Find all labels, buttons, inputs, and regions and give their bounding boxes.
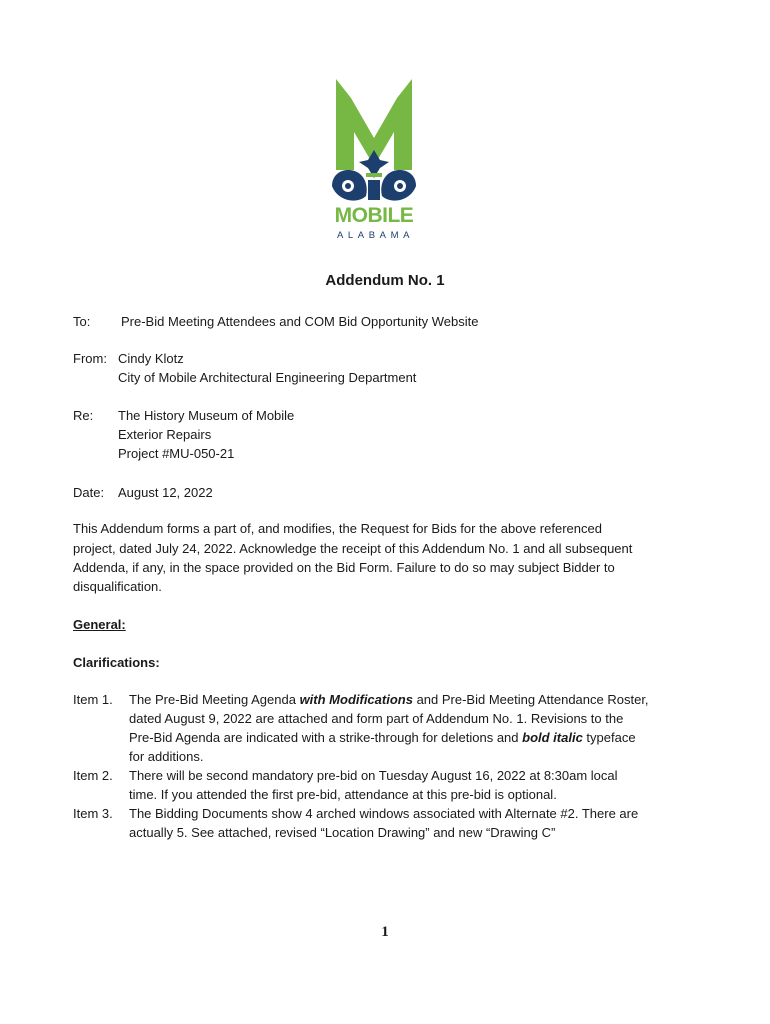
re-label: Re:: [73, 408, 94, 423]
logo-m-emblem-icon: [328, 74, 420, 204]
document-title: Addendum No. 1: [325, 272, 445, 289]
item-1-line: The Pre-Bid Meeting Agenda with Modifications and Pre-Bid Meeting Attendance Roster,: [129, 692, 649, 707]
from-line: City of Mobile Architectural Engineering Department: [118, 370, 417, 385]
emphasis-text: with Modifications: [299, 692, 413, 707]
to-label: To:: [73, 314, 91, 329]
item-1-line: Pre-Bid Agenda are indicated with a strike-through for deletions and bold italic typeface: [129, 730, 636, 745]
from-line: Cindy Klotz: [118, 351, 184, 366]
item-label: Item 1.: [73, 692, 113, 707]
item-1-line: for additions.: [129, 749, 204, 764]
from-label: From:: [73, 351, 107, 366]
page-number: 1: [381, 924, 389, 940]
item-1-line: dated August 9, 2022 are attached and form part of Addendum No. 1. Revisions to the: [129, 711, 624, 726]
intro-line: This Addendum forms a part of, and modifies, the Request for Bids for the above referenced: [73, 521, 602, 536]
date-value: August 12, 2022: [118, 485, 213, 500]
item-label: Item 2.: [73, 768, 113, 783]
clarifications-heading: Clarifications:: [73, 655, 160, 670]
re-line: Exterior Repairs: [118, 427, 212, 442]
item-2-line: There will be second mandatory pre-bid on Tuesday August 16, 2022 at 8:30am local: [129, 768, 618, 783]
item-label: Item 3.: [73, 806, 113, 821]
item-2-line: time. If you attended the first pre-bid, attendance at this pre-bid is optional.: [129, 787, 557, 802]
general-heading: General:: [73, 617, 126, 632]
intro-line: project, dated July 24, 2022. Acknowledge the receipt of this Addendum No. 1 and all subsequent: [73, 541, 633, 556]
intro-line: disqualification.: [73, 579, 162, 594]
item-3-line: actually 5. See attached, revised “Location Drawing” and new “Drawing C”: [129, 825, 556, 840]
emphasis-text: bold italic: [522, 730, 583, 745]
to-value: Pre-Bid Meeting Attendees and COM Bid Opportunity Website: [121, 314, 479, 329]
re-line: Project #MU-050-21: [118, 446, 235, 461]
date-label: Date:: [73, 485, 105, 500]
re-line: The History Museum of Mobile: [118, 408, 295, 423]
intro-line: Addenda, if any, in the space provided on the Bid Form. Failure to do so may subject Bidder to: [73, 560, 615, 575]
item-3-line: The Bidding Documents show 4 arched windows associated with Alternate #2. There are: [129, 806, 639, 821]
logo-subtitle: ALABAMA: [336, 230, 415, 241]
city-of-mobile-logo: [328, 74, 420, 246]
logo-wordmark: MOBILE: [334, 204, 414, 227]
